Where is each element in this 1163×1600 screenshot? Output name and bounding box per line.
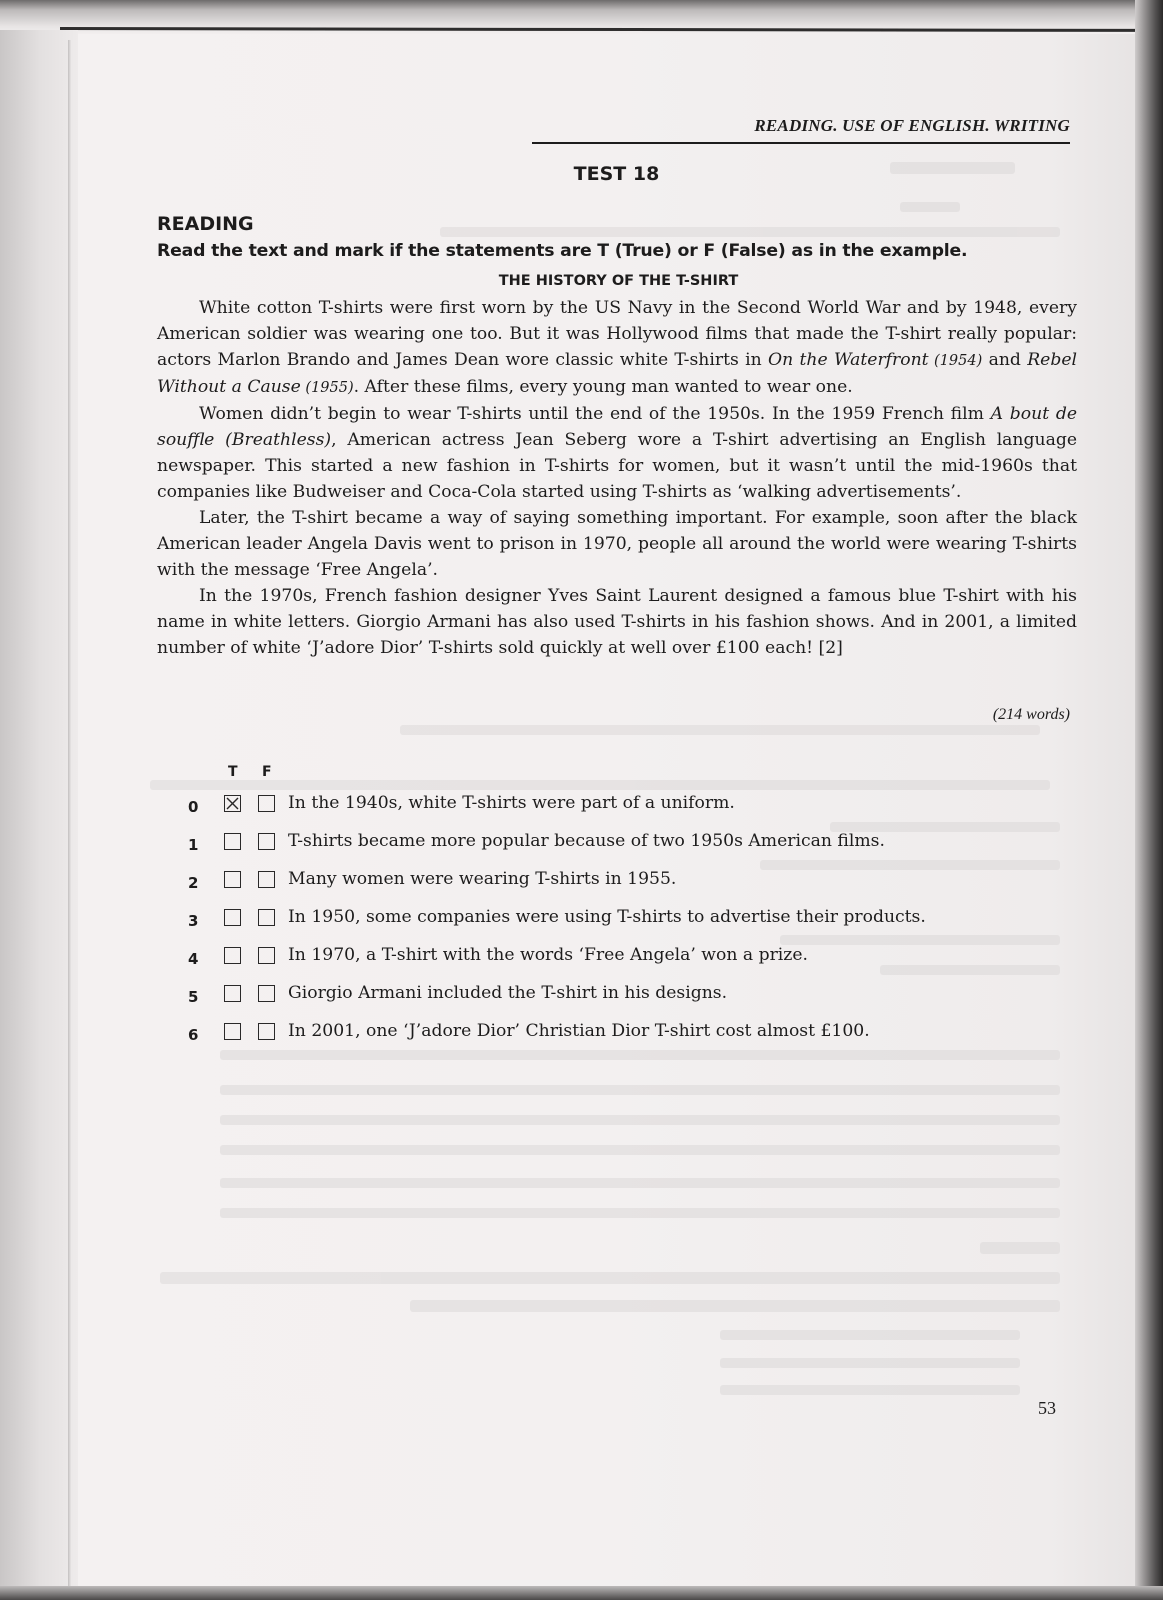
statement-text: Many women were wearing T-shirts in 1955. [288, 869, 677, 889]
statement-number: 4 [188, 950, 199, 968]
film-year: (1955) [300, 380, 354, 396]
statement-number: 6 [188, 1026, 199, 1044]
cross-mark-icon [225, 796, 240, 811]
section-instruction: Read the text and mark if the statements are T (True) or F (False) as in the example. [157, 241, 968, 261]
statement-number: 5 [188, 988, 199, 1006]
film-title: Rebel Without a Cause [157, 350, 1078, 397]
true-checkbox[interactable] [224, 795, 241, 812]
false-checkbox[interactable] [258, 1023, 275, 1040]
true-checkbox[interactable] [224, 985, 241, 1002]
false-column-header: F [262, 764, 272, 780]
reading-text [157, 295, 1077, 661]
true-checkbox[interactable] [224, 1023, 241, 1040]
statement-text: In 1970, a T-shirt with the words ‘Free Angela’ won a prize. [288, 945, 808, 965]
statements-list [180, 790, 1080, 1056]
film-title: A bout de souffle (Breathless) [157, 404, 1077, 450]
paragraph-4: In the 1970s, French fashion designer Yves Saint Laurent designed a famous blue T-shirt with his name in white letters. Giorgio Armani has also used T-shirts in his fashion shows. And in 2001, a limited number of white ‘J’adore Dior’ T-shirts sold quickly at well over £100 each! [2] [157, 586, 1077, 658]
statement-row [180, 866, 1080, 904]
true-checkbox[interactable] [224, 909, 241, 926]
true-checkbox[interactable] [224, 947, 241, 964]
statement-number: 2 [188, 874, 199, 892]
statement-text: Giorgio Armani included the T-shirt in his designs. [288, 983, 728, 1003]
statement-number: 1 [188, 836, 199, 854]
page-number: 53 [1038, 1398, 1056, 1418]
test-title: TEST 18 [573, 163, 660, 185]
paragraph-1-end: . After these films, every young man wanted to wear one. [353, 377, 853, 397]
true-column-header: T [228, 764, 238, 780]
false-checkbox[interactable] [258, 871, 275, 888]
section-title: READING [157, 213, 254, 235]
film-title: On the Waterfront [768, 350, 929, 370]
paragraph-1-text: White cotton T-shirts were first worn by the US Navy in the Second World War and by 1948, every American soldier was wearing one too. But it was Hollywood films that made the T-shirt really popular: actors Marlon Brando and James Dean wore classic white T-shirts in [157, 298, 1077, 370]
statement-row [180, 828, 1080, 866]
paragraph-2-end: , American actress Jean Seberg wore a T-shirt advertising an English language newspaper. This started a new fashion in T-shirts for women, but it wasn’t until the mid-1960s that companies like Budweiser and Coca-Cola started using T-shirts as ‘walking advertisements’. [157, 430, 1077, 502]
statement-text: In the 1940s, white T-shirts were part of a uniform. [288, 793, 735, 813]
statement-number: 0 [188, 798, 199, 816]
paragraph-3: Later, the T-shirt became a way of saying something important. For example, soon after the black American leader Angela Davis went to prison in 1970, people all around the world were wearing T-shirts with the message ‘Free Angela’. [157, 508, 1077, 580]
statement-row [180, 942, 1080, 980]
word-count: (214 words) [992, 706, 1070, 723]
text-title: THE HISTORY OF THE T-SHIRT [498, 273, 739, 289]
false-checkbox[interactable] [258, 985, 275, 1002]
header-rule [532, 142, 1070, 144]
film-year: (1954) [928, 353, 983, 369]
false-checkbox[interactable] [258, 909, 275, 926]
statement-row [180, 904, 1080, 942]
false-checkbox[interactable] [258, 947, 275, 964]
false-checkbox[interactable] [258, 795, 275, 812]
conjunction: and [982, 350, 1028, 370]
paragraph-2-text: Women didn’t begin to wear T-shirts until the end of the 1950s. In the 1959 French film [199, 404, 991, 424]
statement-text: In 1950, some companies were using T-shirts to advertise their products. [288, 907, 926, 927]
statement-row [180, 1018, 1080, 1056]
statement-row [180, 980, 1080, 1018]
true-checkbox[interactable] [224, 833, 241, 850]
statement-row [180, 790, 1080, 828]
paragraph-1 [157, 295, 1077, 401]
statement-text: In 2001, one ‘J’adore Dior’ Christian Dior T-shirt cost almost £100. [288, 1021, 870, 1041]
statement-number: 3 [188, 912, 199, 930]
paragraph-2 [157, 401, 1077, 505]
running-header: READING. USE OF ENGLISH. WRITING [754, 116, 1070, 135]
true-checkbox[interactable] [224, 871, 241, 888]
statement-text: T-shirts became more popular because of two 1950s American films. [288, 831, 885, 851]
false-checkbox[interactable] [258, 833, 275, 850]
